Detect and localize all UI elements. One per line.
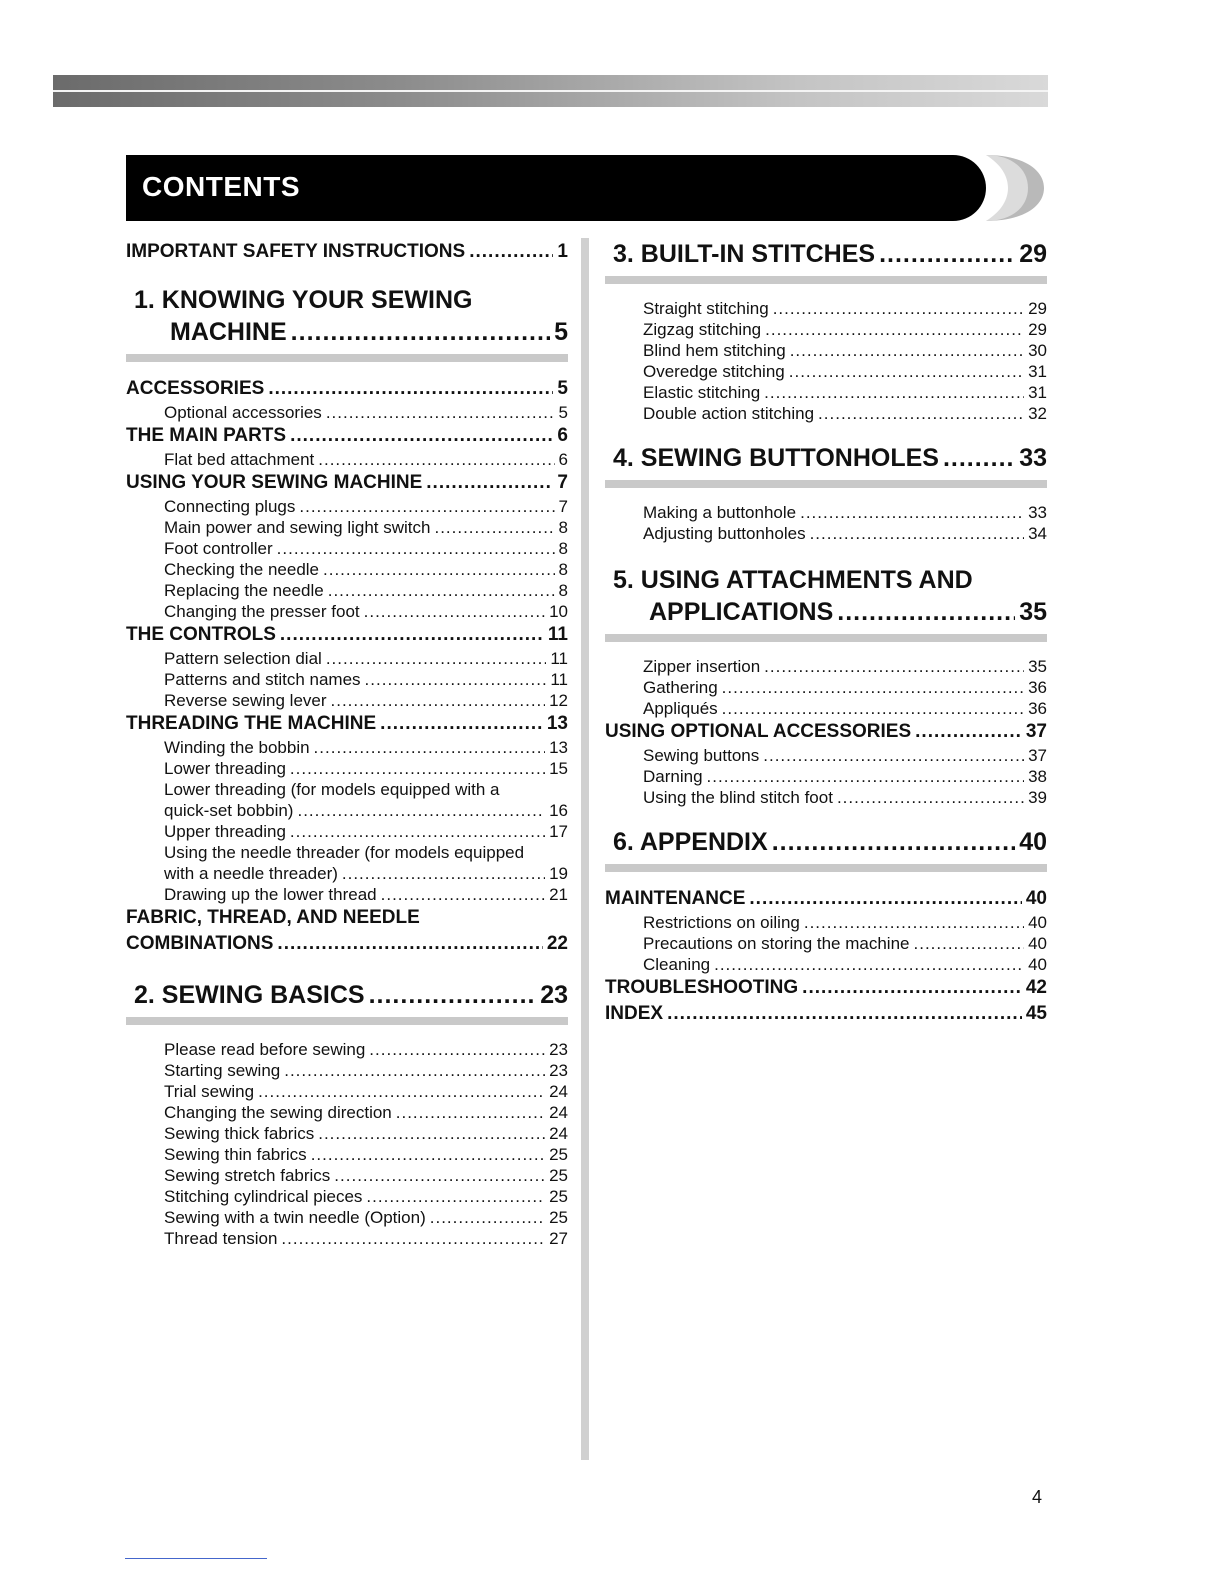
toc-subentry[interactable]: Cleaning ..... 40: [643, 954, 1047, 975]
chapter-4-rule: [605, 480, 1047, 488]
toc-entry-main-parts[interactable]: THE MAIN PARTS ..... 6: [126, 423, 568, 449]
toc-subentry[interactable]: Optional accessories ..... 5: [164, 402, 568, 423]
toc-subentry[interactable]: Pattern selection dial ..... 11: [164, 648, 568, 669]
chapter-1-rule: [126, 354, 568, 362]
toc-subentry[interactable]: Changing the sewing direction ..... 24: [164, 1102, 568, 1123]
toc-subentry[interactable]: Using the blind stitch foot ..... 39: [643, 787, 1047, 808]
chapter-6-rule: [605, 864, 1047, 872]
toc-entry-threading[interactable]: THREADING THE MACHINE ..... 13: [126, 711, 568, 737]
toc-subentry[interactable]: Connecting plugs ..... 7: [164, 496, 568, 517]
toc-subentry[interactable]: Stitching cylindrical pieces ..... 25: [164, 1186, 568, 1207]
chapter-1-heading[interactable]: 1. KNOWING YOUR SEWING MACHINE ..... 5: [134, 284, 568, 348]
toc-subentry[interactable]: Changing the presser foot ..... 10: [164, 601, 568, 622]
toc-entry-fabric-combinations[interactable]: FABRIC, THREAD, AND NEEDLE COMBINATIONS ..... 22: [126, 905, 568, 957]
toc-entry-safety[interactable]: IMPORTANT SAFETY INSTRUCTIONS ..... 1: [126, 238, 568, 266]
toc-subentry[interactable]: Sewing thin fabrics ..... 25: [164, 1144, 568, 1165]
toc-subentry[interactable]: Foot controller ..... 8: [164, 538, 568, 559]
toc-subentry[interactable]: Reverse sewing lever ..... 12: [164, 690, 568, 711]
toc-entry-index[interactable]: INDEX ..... 45: [605, 1001, 1047, 1027]
toc-subentry[interactable]: Patterns and stitch names ..... 11: [164, 669, 568, 690]
toc-subentry[interactable]: Precautions on storing the machine ..... 40: [643, 933, 1047, 954]
chapter-2-heading[interactable]: 2. SEWING BASICS ..... 23: [134, 979, 568, 1011]
toc-subentry[interactable]: Gathering ..... 36: [643, 677, 1047, 698]
toc-subentry[interactable]: Appliqués ..... 36: [643, 698, 1047, 719]
toc-subentry[interactable]: Sewing thick fabrics ..... 24: [164, 1123, 568, 1144]
toc-subentry[interactable]: Blind hem stitching ..... 30: [643, 340, 1047, 361]
toc-subentry[interactable]: Upper threading ..... 17: [164, 821, 568, 842]
page-number: 4: [1032, 1487, 1043, 1507]
toc-subentry[interactable]: Sewing buttons ..... 37: [643, 745, 1047, 766]
toc-subentry[interactable]: Please read before sewing ..... 23: [164, 1039, 568, 1060]
toc-subentry[interactable]: Trial sewing ..... 24: [164, 1081, 568, 1102]
toc-subentry[interactable]: Lower threading ..... 15: [164, 758, 568, 779]
toc-subentry-threader[interactable]: Using the needle threader (for models equipped with a needle threader) ..... 19: [126, 842, 568, 884]
chapter-3-heading[interactable]: 3. BUILT-IN STITCHES ..... 29: [613, 238, 1047, 270]
toc-subentry[interactable]: Darning ..... 38: [643, 766, 1047, 787]
toc-subentry[interactable]: Starting sewing ..... 23: [164, 1060, 568, 1081]
toc-subentry[interactable]: Double action stitching ..... 32: [643, 403, 1047, 424]
toc-subentry[interactable]: Adjusting buttonholes ..... 34: [643, 523, 1047, 544]
toc-entry-maintenance[interactable]: MAINTENANCE ..... 40: [605, 886, 1047, 912]
toc-subentry[interactable]: Drawing up the lower thread ..... 21: [164, 884, 568, 905]
contents-banner: [126, 155, 986, 221]
toc-entry-optional-accessories[interactable]: USING OPTIONAL ACCESSORIES ..... 37: [605, 719, 1047, 745]
toc-subentry[interactable]: Main power and sewing light switch ..... 8: [164, 517, 568, 538]
chapter-6-heading[interactable]: 6. APPENDIX ..... 40: [613, 826, 1047, 858]
chapter-2-rule: [126, 1017, 568, 1025]
toc-subentry[interactable]: Elastic stitching ..... 31: [643, 382, 1047, 403]
chapter-3-rule: [605, 276, 1047, 284]
toc-subentry[interactable]: Sewing with a twin needle (Option) ..... 25: [164, 1207, 568, 1228]
toc-right-column: [605, 238, 1047, 1027]
banner-chevron-icon: [978, 155, 1044, 221]
chapter-4-heading[interactable]: 4. SEWING BUTTONHOLES ..... 33: [613, 442, 1047, 474]
toc-subentry[interactable]: Winding the bobbin ..... 13: [164, 737, 568, 758]
toc-entry-controls[interactable]: THE CONTROLS ..... 11: [126, 622, 568, 648]
toc-entry-troubleshooting[interactable]: TROUBLESHOOTING ..... 42: [605, 975, 1047, 1001]
page-title: CONTENTS: [142, 171, 300, 202]
toc-subentry[interactable]: Restrictions on oiling ..... 40: [643, 912, 1047, 933]
toc-entry-using-machine[interactable]: USING YOUR SEWING MACHINE ..... 7: [126, 470, 568, 496]
toc-subentry[interactable]: Making a buttonhole ..... 33: [643, 502, 1047, 523]
toc-subentry-lower-quick[interactable]: Lower threading (for models equipped with a quick-set bobbin) ..... 16: [126, 779, 568, 821]
chapter-5-heading[interactable]: 5. USING ATTACHMENTS AND APPLICATIONS ..... 35: [613, 564, 1047, 628]
footer-link-underline: [125, 1558, 267, 1559]
toc-subentry[interactable]: Overedge stitching ..... 31: [643, 361, 1047, 382]
toc-subentry[interactable]: Sewing stretch fabrics ..... 25: [164, 1165, 568, 1186]
toc-left-column: [126, 238, 568, 1249]
toc-subentry[interactable]: Replacing the needle ..... 8: [164, 580, 568, 601]
toc-subentry[interactable]: Zigzag stitching ..... 29: [643, 319, 1047, 340]
header-gradient-bar: [53, 75, 1048, 107]
toc-subentry[interactable]: Zipper insertion ..... 35: [643, 656, 1047, 677]
column-divider: [581, 238, 589, 1460]
toc-subentry[interactable]: Straight stitching ..... 29: [643, 298, 1047, 319]
chapter-5-rule: [605, 634, 1047, 642]
toc-subentry[interactable]: Flat bed attachment ..... 6: [164, 449, 568, 470]
toc-subentry[interactable]: Checking the needle ..... 8: [164, 559, 568, 580]
toc-entry-accessories[interactable]: ACCESSORIES ..... 5: [126, 376, 568, 402]
toc-subentry[interactable]: Thread tension ..... 27: [164, 1228, 568, 1249]
